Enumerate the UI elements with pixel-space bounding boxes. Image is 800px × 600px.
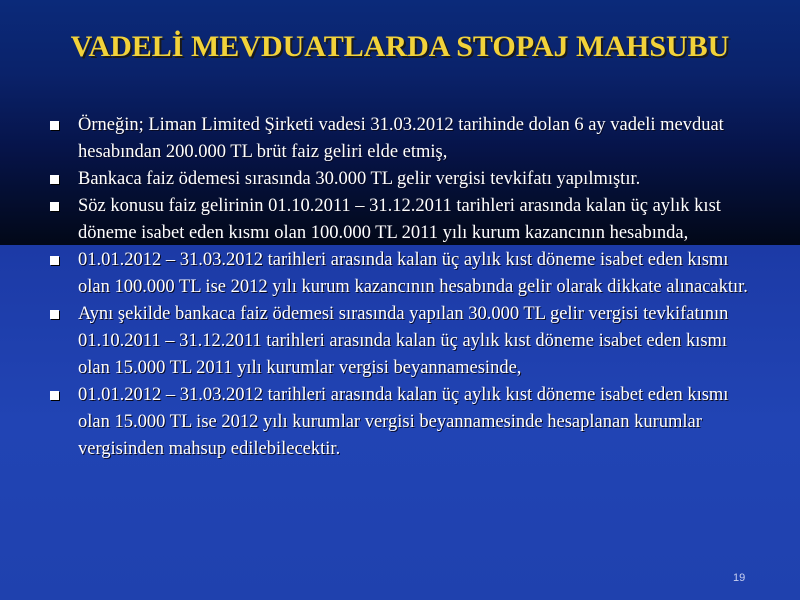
bullet-text: Söz konusu faiz gelirinin 01.10.2011 – 31.12.2011 tarihleri arasında kalan üç aylık kıst döneme isabet eden kısmı olan 100.000 TL 2011 yılı kurum kazancının hesabında, [78,196,721,243]
square-bullet-icon [50,202,59,211]
square-bullet-icon [50,121,59,130]
bullet-text: Aynı şekilde bankaca faiz ödemesi sırasında yapılan 30.000 TL gelir vergisi tevkifatının 01.10.2011 – 31.12.2011 tarihleri arasında kalan üç aylık kıst döneme isabet eden kısmı olan 15.000 TL 2011 yılı kurumlar vergisi beyannamesinde, [78,304,729,378]
bullet-item [48,193,748,247]
page-number: 19 [733,572,746,584]
bullet-item [48,112,748,166]
bullet-item [48,247,748,301]
bullet-text: Örneğin; Liman Limited Şirketi vadesi 31.03.2012 tarihinde dolan 6 ay vadeli mevduat hesabından 200.000 TL brüt faiz geliri elde etmiş, [78,115,724,162]
bullet-text: 01.01.2012 – 31.03.2012 tarihleri arasında kalan üç aylık kıst döneme isabet eden kısmı olan 15.000 TL ise 2012 yılı kurumlar vergisi beyannamesinde hesaplanan kurumlar vergisinden mahsup edilebilecektir. [78,385,729,459]
bullet-list [48,112,748,463]
bullet-item [48,166,748,193]
bullet-text: Bankaca faiz ödemesi sırasında 30.000 TL gelir vergisi tevkifatı yapılmıştır. [78,169,641,189]
square-bullet-icon [50,256,59,265]
bullet-text: 01.01.2012 – 31.03.2012 tarihleri arasında kalan üç aylık kıst döneme isabet eden kısmı olan 100.000 TL ise 2012 yılı kurum kazancının hesabında gelir olarak dikkate alınacaktır. [78,250,748,297]
square-bullet-icon [50,175,59,184]
slide-title: VADELİ MEVDUATLARDA STOPAJ MAHSUBU [70,30,730,63]
square-bullet-icon [50,310,59,319]
square-bullet-icon [50,391,59,400]
bullet-item [48,301,748,382]
bullet-item [48,382,748,463]
